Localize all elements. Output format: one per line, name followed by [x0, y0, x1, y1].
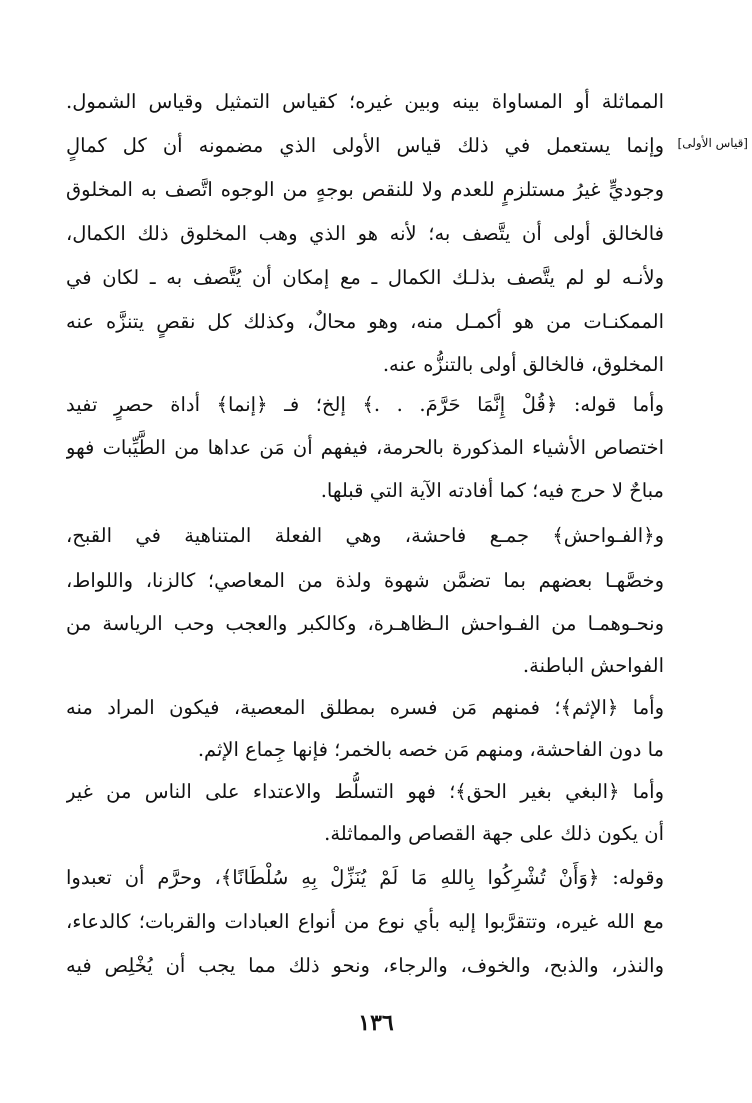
- text-line: المخلوق، فالخالق أولى بالتنزُّه عنه.: [382, 353, 664, 376]
- text-line: الفواحش الباطنة.: [522, 654, 664, 677]
- text-line: ولأنـه لو لم يتَّصف بذلـك الكمال ـ مع إمكان أن يُتَّصف به ـ لكان في: [66, 266, 664, 289]
- text-line: أن يكون ذلك على جهة القصاص والمماثلة.: [324, 822, 664, 845]
- text-line: مع الله غيره، وتتقرَّبوا إليه بأي نوع من أنواع العبادات والقربات؛ كالدعاء،: [66, 910, 664, 933]
- text-line: ونحـوهمـا من الفـواحش الـظاهـرة، وكالكبر والعجب وحب الرياسة من: [66, 612, 664, 635]
- text-line: وأما ﴿الإثم﴾؛ فمنهم مَن فسره بمطلق المعصية، فيكون المراد منه: [66, 696, 664, 719]
- margin-note: [قياس الأولى]: [677, 136, 748, 150]
- text-line: اختصاص الأشياء المذكورة بالحرمة، فيفهم أن مَن عداها من الطَّيِّبات فهو: [66, 436, 664, 459]
- text-line: وقوله: ﴿وَأَنْ تُشْرِكُوا بِاللهِ مَا لَمْ يُنَزِّلْ بِهِ سُلْطَانًا﴾، وحرَّم أن تعبدوا: [66, 866, 664, 889]
- text-line: وأما قوله: ﴿قُلْ إِنَّمَا حَرَّمَ. . .﴾ إلخ؛ فـ ﴿إنما﴾ أداة حصرٍ تفيد: [66, 393, 664, 416]
- text-line: و﴿الفـواحش﴾ جمـع فاحشة، وهي الفعلة المتناهية في القبح،: [66, 524, 664, 547]
- text-line: والنذر، والذبح، والخوف، والرجاء، ونحو ذلك مما يجب أن يُخْلِص فيه: [66, 954, 664, 977]
- text-line: ما دون الفاحشة، ومنهم مَن خصه بالخمر؛ فإنها جِماع الإثم.: [197, 738, 664, 761]
- text-line: الممكنـات من هو أكمـل منه، وهو محالٌ، وكذلك كل نقصٍ يتنزَّه عنه: [66, 310, 664, 333]
- page-number: ١٣٦: [358, 1010, 394, 1036]
- text-line: وخصَّهـا بعضهم بما تضمَّن شهوة ولذة من المعاصي؛ كالزنا، واللواط،: [66, 569, 664, 592]
- text-line: فالخالق أولى أن يتَّصف به؛ لأنه هو الذي وهب المخلوق ذلك الكمال،: [66, 222, 664, 245]
- text-line: وأما ﴿البغي بغير الحق﴾؛ فهو التسلُّط والاعتداء على الناس من غير: [66, 780, 664, 803]
- text-line: وجوديٍّ غيرُ مستلزمٍ للعدم ولا للنقص بوجهٍ من الوجوه اتَّصف به المخلوق: [66, 178, 664, 201]
- text-line: مباحٌ لا حرج فيه؛ كما أفادته الآية التي قبلها.: [320, 479, 664, 502]
- text-line: وإنما يستعمل في ذلك قياس الأولى الذي مضمونه أن كل كمالٍ: [66, 134, 664, 157]
- text-line: المماثلة أو المساواة بينه وبين غيره؛ كقياس التمثيل وقياس الشمول.: [66, 90, 664, 113]
